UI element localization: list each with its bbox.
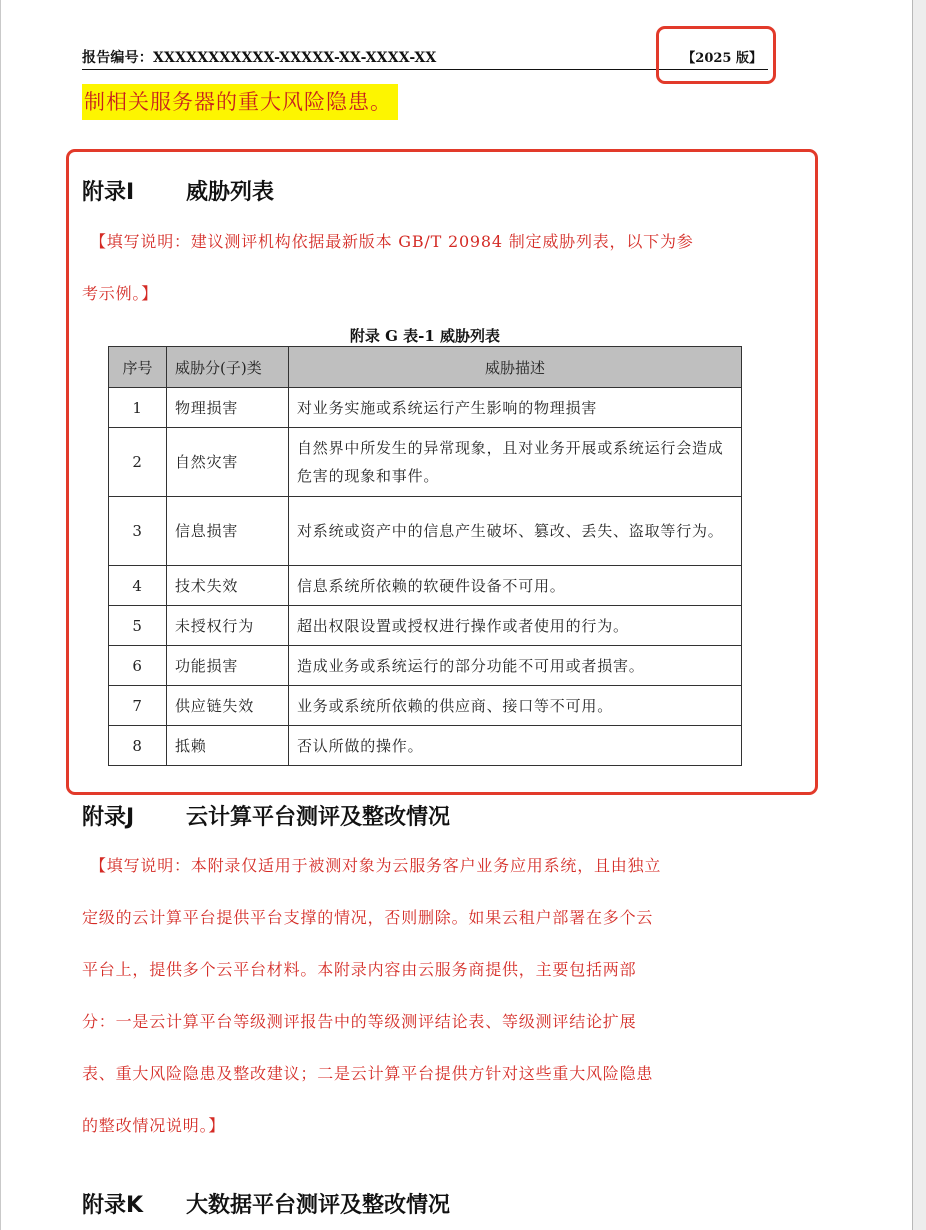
table-title: 附录 G 表-1 威胁列表 [349,327,501,345]
version-annotation-box [656,26,776,84]
column-header-description: 威胁描述 [289,347,742,388]
row-category: 技术失效 [167,566,289,606]
row-description: 自然界中所发生的异常现象，且对业务开展或系统运行会造成危害的现象和事件。 [289,428,742,497]
appendix-j-note-line: 定级的云计算平台提供平台支撑的情况，否则删除。如果云租户部署在多个云 [82,908,654,927]
appendix-k-number: 附录K [82,1193,144,1218]
version-label: 【2025 版】 [682,51,762,66]
row-no: 1 [109,388,167,428]
row-description: 信息系统所依赖的软硬件设备不可用。 [289,566,742,606]
row-description: 对业务实施或系统运行产生影响的物理损害 [289,388,742,428]
highlighted-text: 制相关服务器的重大风险隐患。 [82,84,398,120]
appendix-i-heading [82,175,274,206]
row-category: 自然灾害 [167,428,289,497]
table-row [109,606,742,646]
table-row [109,686,742,726]
threat-table [108,346,742,766]
appendix-k-title: 大数据平台测评及整改情况 [186,1193,451,1218]
appendix-j-title: 云计算平台测评及整改情况 [186,805,451,830]
table-row [109,646,742,686]
row-description: 造成业务或系统运行的部分功能不可用或者损害。 [289,646,742,686]
appendix-j-note-line: 分：一是云计算平台等级测评报告中的等级测评结论表、等级测评结论扩展 [82,1012,637,1031]
row-description: 对系统或资产中的信息产生破坏、篡改、丢失、盗取等行为。 [289,497,742,566]
appendix-j-note-line: 的整改情况说明。】 [82,1116,226,1135]
row-no: 5 [109,606,167,646]
row-description: 业务或系统所依赖的供应商、接口等不可用。 [289,686,742,726]
row-category: 未授权行为 [167,606,289,646]
row-no: 8 [109,726,167,766]
table-row [109,497,742,566]
appendix-i-note [82,216,772,320]
table-row [109,566,742,606]
row-category: 供应链失效 [167,686,289,726]
report-number: 报告编号：XXXXXXXXXXX-XXXXX-XX-XXXX-XX [82,50,437,66]
column-header-category: 威胁分(子)类 [167,347,289,388]
appendix-k-heading [82,1188,450,1219]
row-no: 3 [109,497,167,566]
row-category: 抵赖 [167,726,289,766]
appendix-i-note-line: 考示例。】 [82,284,159,303]
row-category: 物理损害 [167,388,289,428]
table-row [109,428,742,497]
column-header-no: 序号 [109,347,167,388]
row-category: 信息损害 [167,497,289,566]
row-no: 2 [109,428,167,497]
appendix-i-title: 威胁列表 [186,180,275,205]
row-no: 4 [109,566,167,606]
appendix-j-note-line: 【填写说明：本附录仅适用于被测对象为云服务客户业务应用系统，且由独立 [90,856,662,875]
appendix-j-number: 附录J [82,805,135,830]
page-left-edge [0,0,1,1230]
row-category: 功能损害 [167,646,289,686]
table-header-row [109,347,742,388]
appendix-i-number: 附录I [82,180,135,205]
table-row [109,388,742,428]
row-no: 6 [109,646,167,686]
appendix-j-note [82,840,772,1152]
appendix-j-note-line: 表、重大风险隐患及整改建议；二是云计算平台提供方针对这些重大风险隐患 [82,1064,654,1083]
table-row [109,726,742,766]
appendix-i-note-line: 【填写说明：建议测评机构依据最新版本 GB/T 20984 制定威胁列表，以下为参 [90,232,694,251]
row-description: 超出权限设置或授权进行操作或者使用的行为。 [289,606,742,646]
appendix-j-note-line: 平台上，提供多个云平台材料。本附录内容由云服务商提供，主要包括两部 [82,960,637,979]
row-description: 否认所做的操作。 [289,726,742,766]
page-right-edge [912,0,926,1230]
appendix-j-heading [82,800,450,831]
row-no: 7 [109,686,167,726]
